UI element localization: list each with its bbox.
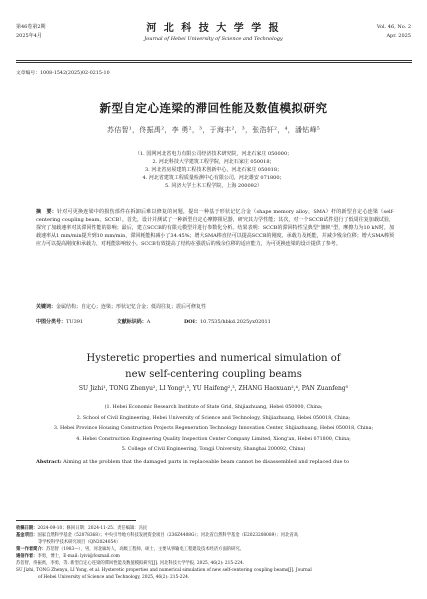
affiliation-en: (1. Hebei Economic Research Institute of State Grid, Shijiazhuang, Hebei 050000, China;: [104, 405, 323, 410]
footnote-citation-cn: [16, 560, 411, 567]
affiliation-en: 3. Hebei Province Housing Construction Projects Regeneration Technology Innovation Center, Shijiazhuang, Hebei 050018, China;: [53, 426, 374, 431]
paper-title-en: [0, 351, 427, 383]
doc-code: A: [146, 319, 151, 325]
footnote-text: 李勇，博士，E-mail: lyivi@foxmail.com: [37, 554, 120, 559]
journal-title-cn: 河 北 科 技 大 学 学 报: [146, 23, 281, 34]
keywords-text-cn: 金属结构；自定心；连梁；形状记忆合金；低周往复；震后可修复性: [56, 304, 207, 310]
authors-cn: 苏佶智¹，佟振禹²，李 勇²，³，于海丰²，³，张浩轩²，⁴，潘钻峰⁵: [107, 126, 320, 134]
affiliation-cn: 5. 同济大学土木工程学院，上海 200092）: [164, 183, 263, 189]
affiliation-en: 5. College of Civil Engineering, Tongji University, Shanghai 200092, China): [121, 447, 306, 452]
abstract-text-en: Aiming at the problem that the damaged parts in replaceable beam cannot be disassembled and replaced due to: [63, 459, 350, 465]
footnote-citation-en-cont: [16, 574, 411, 581]
footnote-text: 苏佶智（1983—），男，河北廊坊人，高级工程师，硕士，主要从事输电工程建设技术经济方面的研究。: [46, 547, 244, 552]
header-rule-thin: [16, 62, 412, 63]
affiliation-cn: 3. 河北省房屋建筑工程技术创新中心，河北石家庄 050018；: [144, 167, 283, 173]
authors-en: SU Jizhi¹, TONG Zhenyu², LI Yong²,³, YU Haifeng²,³, ZHANG Haoxuan²,⁴, PAN Zuanfeng⁵: [78, 385, 349, 392]
footnote-citation-en: [16, 567, 411, 574]
footnote-rule: [16, 520, 136, 521]
keywords-label-cn: 关键词：: [36, 304, 57, 310]
clc-label: 中图分类号：: [36, 319, 67, 325]
footnote-funding: [16, 532, 411, 539]
affiliation-cn: 4. 河北省建筑工程质量检测中心有限公司，河北雄安 071800；: [142, 175, 285, 181]
footnote-label: 收稿日期：: [16, 526, 38, 531]
footnote-received: [16, 525, 411, 532]
footnote-first-author: [16, 546, 411, 553]
title-en-line: Hysteretic properties and numerical simulation of: [86, 353, 341, 364]
footnote-text: 等学校科学技术研究项目（QN2024054）: [38, 540, 121, 545]
footnote-text: 2024-09-10；修回日期：2024-11-25；责任编辑：冯民: [37, 526, 148, 531]
footnote-text: SU Jizhi, TONG Zhenyu, LI Yong, et al. Hysteretic properties and numerical simulation of new self-centering coupling beams[J]. Journal: [16, 568, 312, 573]
article-number: 文章编号：1008-1542(2025)02-0215-10: [16, 71, 110, 76]
footnote-label: 通信作者：: [16, 554, 38, 559]
footnote-corresponding: [16, 553, 411, 560]
affiliation-en: 2. School of Civil Engineering, Hebei University of Science and Technology, Shijiazhuang, Hebei 050018, China;: [76, 415, 351, 421]
volume-en: [377, 24, 411, 40]
abstract-cn: [36, 208, 394, 248]
affiliation-en: 4. Hebei Construction Engineering Quality Inspection Center Company Limited, Xiong'an, Hebei 071800, China;: [76, 436, 351, 442]
abstract-label-cn: 摘 要：: [36, 209, 58, 215]
issue-date-en: Apr. 2025: [386, 33, 411, 39]
doi-label: DOI：: [183, 319, 200, 325]
title-en-line: new self-centering coupling beams: [125, 369, 302, 380]
doc-code-label: 文献标识码：: [116, 319, 147, 325]
header-rule: [16, 60, 412, 61]
issue-date-cn: 2025年4月: [16, 33, 42, 39]
footnote-text: of Hebei University of Science and Technology, 2025, 46(2): 215-224.: [38, 575, 190, 580]
classification-line: [36, 318, 394, 325]
clc-code: TU391: [66, 319, 84, 325]
volume-issue-en: Vol. 46, No. 2: [376, 24, 411, 30]
abstract-en: [36, 458, 394, 466]
affiliation-cn: （1. 国网河北省电力有限公司经济技术研究院，河北石家庄 050000；: [134, 151, 293, 157]
abstract-text-cn: 针对可更换连梁中的损伤部件在拆卸后难以修复的问题，提出一种基于形状记忆合金（shape memory alloy，SMA）杆的新型自定心连梁（self-centering coupling beam，SCCB）。首先，设计并测试了一种新型自定心摩擦阻尼器，研究其力学性能；其次，对一个SCCB试件进行了低周往复加载试验，探究了加载速率对其滞回性能的影响；最后，建立SCCB的有限元模型并进行参数化分析。结果表明：SCCB的滞回特性呈典型“旗帜”型，摩擦力为10 kN时，加载速率从1 mm/min提升到10 mm/min，滞回耗能积减小了34.45%；增大SMA棒直径可以提高SCCB的刚度、承载力及耗能，并减少残余位移；增大SMA棒预应力可以提高刚度和承载力，对耗能影响较小。SCCB有效提高了结构在强震后的残余位移的适应能力，为可更换连梁的设计提供了参考。: [36, 209, 394, 247]
affiliations-cn: [0, 150, 427, 190]
footnote-text: 国家自然科学基金（52078368）；中央引导地方科技发展资金项目（236Z4408G）；河北省自然科学基金（E2023208089）；河北省高: [37, 533, 298, 538]
abstract-label-en: Abstract:: [36, 459, 62, 465]
doi: 10.7535/hbkd.2025yx02011: [199, 319, 271, 325]
paper-title-cn: 新型自定心连梁的滞回性能及数值模拟研究: [99, 101, 328, 115]
journal-header: [0, 14, 427, 62]
affiliations-en: [30, 403, 397, 456]
footnotes: [16, 525, 411, 581]
volume-issue-cn: 第46卷第2期: [16, 24, 46, 30]
affiliation-cn: 2. 河北科技大学建筑工程学院，河北石家庄 050018；: [152, 159, 275, 165]
footnote-funding-cont: [16, 539, 411, 546]
journal-title-en: Journal of Hebei University of Science and Technology: [144, 36, 283, 42]
footnote-text: 苏佶智，佟振禹，李勇，等. 新型自定心连梁的滞回性能及数值模拟研究[J]. 河北科技大学学报, 2025, 46(2): 215-224.: [16, 561, 245, 566]
keywords-cn: [36, 303, 394, 311]
footnote-label: 基金项目：: [16, 533, 38, 538]
footnote-label: 第一作者简介：: [16, 547, 47, 552]
